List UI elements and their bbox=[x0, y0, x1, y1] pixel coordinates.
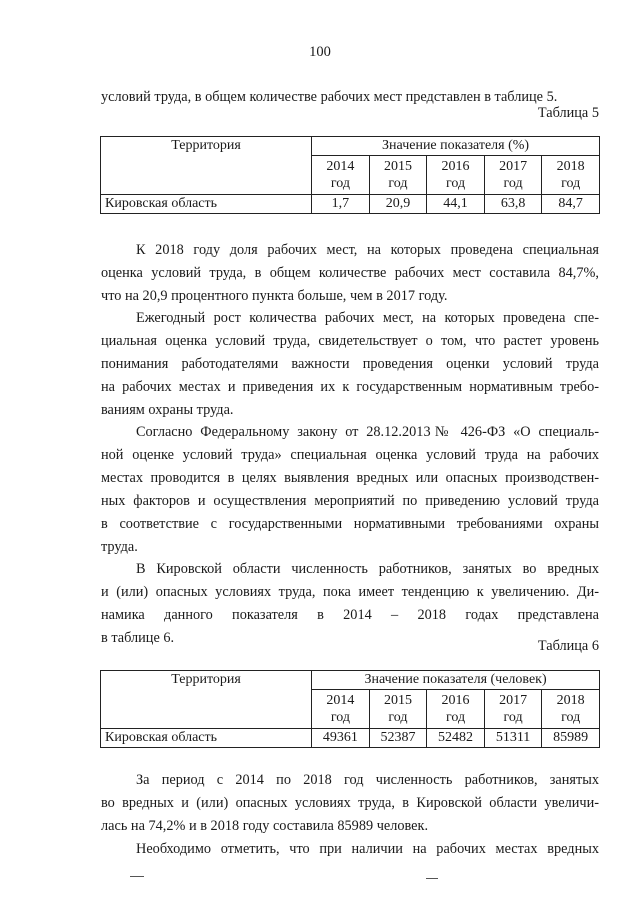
paragraph-line: Ежегодный рост количества рабочих мест, на которых проведена спе- bbox=[136, 310, 599, 326]
table-6-year-header: 2016 год bbox=[427, 690, 485, 729]
paragraph-line: Необходимо отметить, что при наличии на рабочих местах вредных bbox=[136, 841, 599, 857]
table-6-territory-header: Территория bbox=[101, 671, 312, 729]
table-5 bbox=[100, 136, 600, 214]
table-5-value-cell: 1,7 bbox=[312, 195, 370, 214]
paragraph-line: намика данного показателя в 2014 – 2018 годах представлена bbox=[101, 607, 599, 623]
table-6 bbox=[100, 670, 600, 748]
table-6-year-header: 2014 год bbox=[312, 690, 370, 729]
paragraph-line: на рабочих местах и приведения их к государственным нормативным требо- bbox=[101, 379, 599, 395]
table-5-caption: Таблица 5 bbox=[537, 105, 599, 121]
table-5-group-header: Значение показателя (%) bbox=[312, 137, 600, 156]
table-5-year-header: 2017 год bbox=[484, 156, 542, 195]
table-5-region-cell: Кировская область bbox=[101, 195, 312, 214]
paragraph-line: К 2018 году доля рабочих мест, на которых проведена специальная bbox=[136, 242, 599, 258]
table-6-value-cell: 51311 bbox=[484, 729, 542, 748]
table-5-year-header: 2016 год bbox=[427, 156, 485, 195]
paragraph-line: в соответствие с государственными нормативными требованиями охраны bbox=[101, 516, 599, 532]
scan-mark bbox=[426, 878, 438, 879]
paragraph-line: лась на 74,2% и в 2018 году составила 85989 человек. bbox=[101, 818, 429, 834]
table-6-year-header: 2018 год bbox=[542, 690, 600, 729]
page-number: 100 bbox=[309, 44, 331, 60]
text-line: условий труда, в общем количестве рабочих мест представлен в таблице 5. bbox=[101, 89, 558, 105]
paragraph-line: что на 20,9 процентного пункта больше, чем в 2017 году. bbox=[101, 288, 448, 304]
paragraph-line: оценка условий труда, в общем количестве рабочих мест составила 84,7%, bbox=[101, 265, 599, 281]
table-6-value-cell: 49361 bbox=[312, 729, 370, 748]
table-5-year-header: 2014 год bbox=[312, 156, 370, 195]
paragraph-line: ных факторов и осуществления мероприятий по приведению условий труда bbox=[101, 493, 599, 509]
table-6-group-header: Значение показателя (человек) bbox=[312, 671, 600, 690]
table-5-value-cell: 63,8 bbox=[484, 195, 542, 214]
table-6-year-header: 2017 год bbox=[484, 690, 542, 729]
table-6-year-header: 2015 год bbox=[369, 690, 427, 729]
table-6-region-cell: Кировская область bbox=[101, 729, 312, 748]
table-6-value-cell: 52482 bbox=[427, 729, 485, 748]
paragraph-line: ной оценке условий труда» специальная оценка условий труда на рабочих bbox=[101, 447, 599, 463]
table-6-caption: Таблица 6 bbox=[537, 638, 599, 654]
paragraph-line: ваниям охраны труда. bbox=[101, 402, 234, 418]
table-5-year-header: 2018 год bbox=[542, 156, 600, 195]
table-5-value-cell: 20,9 bbox=[369, 195, 427, 214]
paragraph-line: В Кировской области численность работников, занятых во вредных bbox=[136, 561, 599, 577]
paragraph-line: труда. bbox=[101, 539, 138, 555]
table-5-territory-header: Территория bbox=[101, 137, 312, 195]
table-5-value-cell: 44,1 bbox=[427, 195, 485, 214]
table-6-value-cell: 52387 bbox=[369, 729, 427, 748]
scan-mark bbox=[130, 876, 144, 877]
paragraph-line: За период с 2014 по 2018 год численность работников, занятых bbox=[136, 772, 599, 788]
paragraph-line: местах проводится в целях выявления вредных или опасных производствен- bbox=[101, 470, 599, 486]
table-6-value-cell: 85989 bbox=[542, 729, 600, 748]
paragraph-line: понимания работодателями важности проведения оценки условий труда bbox=[101, 356, 599, 372]
paragraph-line: Согласно Федеральному закону от 28.12.2013№ 426-ФЗ «О специаль- bbox=[136, 424, 599, 440]
table-5-value-cell: 84,7 bbox=[542, 195, 600, 214]
paragraph-line: циальная оценка условий труда, свидетельствует о том, что растет уровень bbox=[101, 333, 599, 349]
table-row bbox=[101, 195, 600, 214]
table-row bbox=[101, 729, 600, 748]
paragraph-line: в таблице 6. bbox=[101, 630, 175, 646]
table-5-year-header: 2015 год bbox=[369, 156, 427, 195]
paragraph-line: во вредных и (или) опасных условиях труда, в Кировской области увеличи- bbox=[101, 795, 599, 811]
paragraph-line: и (или) опасных условиях труда, пока имеет тенденцию к увеличению. Ди- bbox=[101, 584, 599, 600]
